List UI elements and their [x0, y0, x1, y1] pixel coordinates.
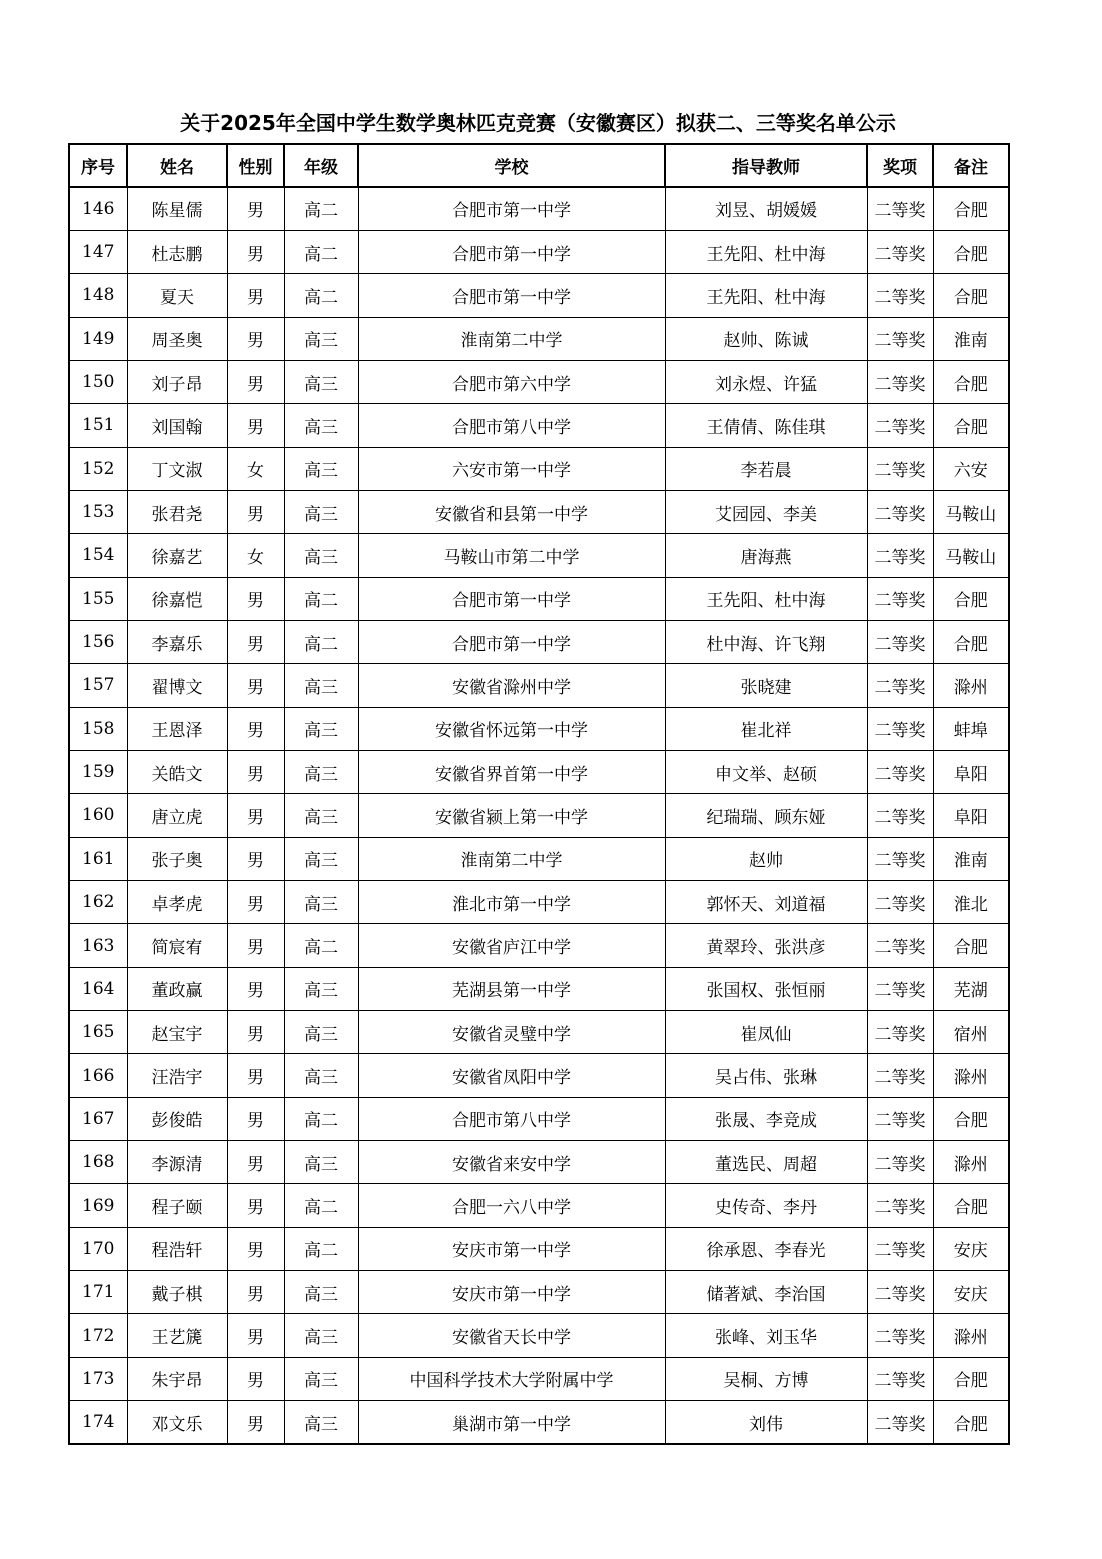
remark-cell: 合肥 — [933, 274, 1009, 317]
table-row — [69, 1054, 1009, 1097]
table-row — [69, 1141, 1009, 1184]
header-grade: 年级 — [284, 144, 358, 187]
gender-cell: 男 — [227, 1097, 284, 1140]
serial-cell: 173 — [69, 1357, 127, 1400]
serial-cell: 163 — [69, 924, 127, 967]
school-cell: 安徽省来安中学 — [358, 1141, 665, 1184]
grade-cell: 高三 — [284, 794, 358, 837]
award-cell: 二等奖 — [867, 534, 933, 577]
award-cell: 二等奖 — [867, 317, 933, 360]
teacher-cell: 刘伟 — [665, 1401, 867, 1444]
name-cell: 唐立虎 — [127, 794, 227, 837]
gender-cell: 男 — [227, 1271, 284, 1314]
name-cell: 卓孝虎 — [127, 881, 227, 924]
grade-cell: 高三 — [284, 1271, 358, 1314]
header-serial: 序号 — [69, 144, 127, 187]
name-cell: 王恩泽 — [127, 707, 227, 750]
award-cell: 二等奖 — [867, 447, 933, 490]
teacher-cell: 张晓建 — [665, 664, 867, 707]
table-row — [69, 1271, 1009, 1314]
school-cell: 安徽省和县第一中学 — [358, 490, 665, 533]
table-row — [69, 1011, 1009, 1054]
grade-cell: 高三 — [284, 967, 358, 1010]
teacher-cell: 刘永煜、许猛 — [665, 360, 867, 403]
name-cell: 彭俊皓 — [127, 1097, 227, 1140]
school-cell: 安庆市第一中学 — [358, 1227, 665, 1270]
award-cell: 二等奖 — [867, 1097, 933, 1140]
serial-cell: 169 — [69, 1184, 127, 1227]
serial-cell: 171 — [69, 1271, 127, 1314]
school-cell: 安徽省凤阳中学 — [358, 1054, 665, 1097]
teacher-cell: 申文举、赵硕 — [665, 750, 867, 793]
award-cell: 二等奖 — [867, 837, 933, 880]
name-cell: 程子颐 — [127, 1184, 227, 1227]
table-row — [69, 274, 1009, 317]
name-cell: 徐嘉艺 — [127, 534, 227, 577]
award-cell: 二等奖 — [867, 1141, 933, 1184]
teacher-cell: 唐海燕 — [665, 534, 867, 577]
gender-cell: 男 — [227, 1314, 284, 1357]
table-row — [69, 664, 1009, 707]
award-cell: 二等奖 — [867, 274, 933, 317]
grade-cell: 高三 — [284, 1141, 358, 1184]
school-cell: 合肥市第一中学 — [358, 577, 665, 620]
name-cell: 杜志鹏 — [127, 230, 227, 273]
award-cell: 二等奖 — [867, 707, 933, 750]
school-cell: 中国科学技术大学附属中学 — [358, 1357, 665, 1400]
header-award: 奖项 — [867, 144, 933, 187]
award-cell: 二等奖 — [867, 794, 933, 837]
gender-cell: 男 — [227, 577, 284, 620]
serial-cell: 166 — [69, 1054, 127, 1097]
award-cell: 二等奖 — [867, 881, 933, 924]
school-cell: 安徽省天长中学 — [358, 1314, 665, 1357]
name-cell: 李源清 — [127, 1141, 227, 1184]
grade-cell: 高三 — [284, 404, 358, 447]
remark-cell: 安庆 — [933, 1271, 1009, 1314]
serial-cell: 167 — [69, 1097, 127, 1140]
award-cell: 二等奖 — [867, 967, 933, 1010]
serial-cell: 150 — [69, 360, 127, 403]
table-row — [69, 187, 1009, 230]
grade-cell: 高二 — [284, 1184, 358, 1227]
teacher-cell: 黄翠玲、张洪彦 — [665, 924, 867, 967]
teacher-cell: 张晟、李竞成 — [665, 1097, 867, 1140]
gender-cell: 男 — [227, 924, 284, 967]
remark-cell: 合肥 — [933, 1401, 1009, 1444]
serial-cell: 146 — [69, 187, 127, 230]
table-row — [69, 534, 1009, 577]
remark-cell: 阜阳 — [933, 794, 1009, 837]
gender-cell: 男 — [227, 360, 284, 403]
name-cell: 张子奥 — [127, 837, 227, 880]
remark-cell: 宿州 — [933, 1011, 1009, 1054]
table-row — [69, 317, 1009, 360]
table-row — [69, 1357, 1009, 1400]
grade-cell: 高三 — [284, 360, 358, 403]
remark-cell: 合肥 — [933, 1357, 1009, 1400]
grade-cell: 高三 — [284, 1314, 358, 1357]
name-cell: 程浩轩 — [127, 1227, 227, 1270]
serial-cell: 161 — [69, 837, 127, 880]
award-cell: 二等奖 — [867, 1054, 933, 1097]
serial-cell: 147 — [69, 230, 127, 273]
name-cell: 朱宇昂 — [127, 1357, 227, 1400]
serial-cell: 154 — [69, 534, 127, 577]
header-name: 姓名 — [127, 144, 227, 187]
name-cell: 徐嘉恺 — [127, 577, 227, 620]
teacher-cell: 赵帅 — [665, 837, 867, 880]
remark-cell: 滁州 — [933, 1314, 1009, 1357]
serial-cell: 148 — [69, 274, 127, 317]
award-cell: 二等奖 — [867, 404, 933, 447]
name-cell: 刘子昂 — [127, 360, 227, 403]
serial-cell: 159 — [69, 750, 127, 793]
award-cell: 二等奖 — [867, 1357, 933, 1400]
award-cell: 二等奖 — [867, 620, 933, 663]
remark-cell: 合肥 — [933, 187, 1009, 230]
name-cell: 周圣奥 — [127, 317, 227, 360]
name-cell: 翟博文 — [127, 664, 227, 707]
name-cell: 刘国翰 — [127, 404, 227, 447]
name-cell: 陈星儒 — [127, 187, 227, 230]
school-cell: 安庆市第一中学 — [358, 1271, 665, 1314]
name-cell: 戴子棋 — [127, 1271, 227, 1314]
school-cell: 合肥市第一中学 — [358, 187, 665, 230]
school-cell: 马鞍山市第二中学 — [358, 534, 665, 577]
school-cell: 合肥市第八中学 — [358, 1097, 665, 1140]
school-cell: 淮南第二中学 — [358, 837, 665, 880]
serial-cell: 149 — [69, 317, 127, 360]
grade-cell: 高三 — [284, 750, 358, 793]
school-cell: 安徽省灵璧中学 — [358, 1011, 665, 1054]
gender-cell: 男 — [227, 1011, 284, 1054]
grade-cell: 高三 — [284, 837, 358, 880]
school-cell: 安徽省颍上第一中学 — [358, 794, 665, 837]
name-cell: 李嘉乐 — [127, 620, 227, 663]
teacher-cell: 崔北祥 — [665, 707, 867, 750]
serial-cell: 160 — [69, 794, 127, 837]
name-cell: 张君尧 — [127, 490, 227, 533]
remark-cell: 马鞍山 — [933, 490, 1009, 533]
school-cell: 淮北市第一中学 — [358, 881, 665, 924]
award-cell: 二等奖 — [867, 1401, 933, 1444]
table-row — [69, 794, 1009, 837]
name-cell: 丁文淑 — [127, 447, 227, 490]
award-cell: 二等奖 — [867, 577, 933, 620]
teacher-cell: 吴桐、方博 — [665, 1357, 867, 1400]
award-cell: 二等奖 — [867, 1271, 933, 1314]
table-row — [69, 577, 1009, 620]
remark-cell: 滁州 — [933, 1054, 1009, 1097]
table-row — [69, 360, 1009, 403]
table-row — [69, 1401, 1009, 1444]
serial-cell: 152 — [69, 447, 127, 490]
page-title: 关于2025年全国中学生数学奥林匹克竞赛（安徽赛区）拟获二、三等奖名单公示 — [180, 111, 896, 135]
serial-cell: 174 — [69, 1401, 127, 1444]
award-cell: 二等奖 — [867, 230, 933, 273]
school-cell: 六安市第一中学 — [358, 447, 665, 490]
grade-cell: 高三 — [284, 534, 358, 577]
serial-cell: 165 — [69, 1011, 127, 1054]
grade-cell: 高三 — [284, 1054, 358, 1097]
gender-cell: 男 — [227, 274, 284, 317]
name-cell: 关皓文 — [127, 750, 227, 793]
header-school: 学校 — [358, 144, 665, 187]
school-cell: 合肥市第一中学 — [358, 274, 665, 317]
remark-cell: 合肥 — [933, 404, 1009, 447]
award-cell: 二等奖 — [867, 1011, 933, 1054]
grade-cell: 高二 — [284, 1097, 358, 1140]
school-cell: 淮南第二中学 — [358, 317, 665, 360]
grade-cell: 高三 — [284, 707, 358, 750]
grade-cell: 高三 — [284, 1011, 358, 1054]
remark-cell: 淮南 — [933, 317, 1009, 360]
table-row — [69, 750, 1009, 793]
grade-cell: 高三 — [284, 664, 358, 707]
teacher-cell: 王先阳、杜中海 — [665, 230, 867, 273]
gender-cell: 男 — [227, 794, 284, 837]
school-cell: 安徽省怀远第一中学 — [358, 707, 665, 750]
teacher-cell: 刘昱、胡媛媛 — [665, 187, 867, 230]
teacher-cell: 储著斌、李治国 — [665, 1271, 867, 1314]
gender-cell: 女 — [227, 534, 284, 577]
remark-cell: 滁州 — [933, 1141, 1009, 1184]
serial-cell: 168 — [69, 1141, 127, 1184]
award-cell: 二等奖 — [867, 1184, 933, 1227]
teacher-cell: 张国权、张恒丽 — [665, 967, 867, 1010]
remark-cell: 阜阳 — [933, 750, 1009, 793]
school-cell: 合肥市第六中学 — [358, 360, 665, 403]
teacher-cell: 纪瑞瑞、顾东娅 — [665, 794, 867, 837]
remark-cell: 六安 — [933, 447, 1009, 490]
remark-cell: 淮北 — [933, 881, 1009, 924]
gender-cell: 男 — [227, 1054, 284, 1097]
teacher-cell: 史传奇、李丹 — [665, 1184, 867, 1227]
school-cell: 巢湖市第一中学 — [358, 1401, 665, 1444]
gender-cell: 女 — [227, 447, 284, 490]
table-row — [69, 924, 1009, 967]
name-cell: 简宸宥 — [127, 924, 227, 967]
grade-cell: 高二 — [284, 924, 358, 967]
serial-cell: 172 — [69, 1314, 127, 1357]
teacher-cell: 赵帅、陈诚 — [665, 317, 867, 360]
serial-cell: 151 — [69, 404, 127, 447]
school-cell: 芜湖县第一中学 — [358, 967, 665, 1010]
remark-cell: 合肥 — [933, 577, 1009, 620]
grade-cell: 高二 — [284, 577, 358, 620]
award-cell: 二等奖 — [867, 360, 933, 403]
award-cell: 二等奖 — [867, 490, 933, 533]
teacher-cell: 董选民、周超 — [665, 1141, 867, 1184]
remark-cell: 合肥 — [933, 620, 1009, 663]
grade-cell: 高二 — [284, 187, 358, 230]
header-remark: 备注 — [933, 144, 1009, 187]
grade-cell: 高二 — [284, 620, 358, 663]
serial-cell: 158 — [69, 707, 127, 750]
serial-cell: 157 — [69, 664, 127, 707]
award-cell: 二等奖 — [867, 187, 933, 230]
table-body — [69, 187, 1009, 1444]
gender-cell: 男 — [227, 1227, 284, 1270]
remark-cell: 合肥 — [933, 1097, 1009, 1140]
table-row — [69, 1314, 1009, 1357]
table-row — [69, 447, 1009, 490]
serial-cell: 162 — [69, 881, 127, 924]
school-cell: 合肥一六八中学 — [358, 1184, 665, 1227]
teacher-cell: 徐承恩、李春光 — [665, 1227, 867, 1270]
header-gender: 性别 — [227, 144, 284, 187]
remark-cell: 淮南 — [933, 837, 1009, 880]
teacher-cell: 张峰、刘玉华 — [665, 1314, 867, 1357]
gender-cell: 男 — [227, 187, 284, 230]
award-cell: 二等奖 — [867, 750, 933, 793]
grade-cell: 高三 — [284, 447, 358, 490]
school-cell: 合肥市第八中学 — [358, 404, 665, 447]
table-row — [69, 837, 1009, 880]
teacher-cell: 艾园园、李美 — [665, 490, 867, 533]
gender-cell: 男 — [227, 620, 284, 663]
table-row — [69, 404, 1009, 447]
grade-cell: 高三 — [284, 490, 358, 533]
serial-cell: 156 — [69, 620, 127, 663]
gender-cell: 男 — [227, 230, 284, 273]
table-row — [69, 967, 1009, 1010]
school-cell: 合肥市第一中学 — [358, 620, 665, 663]
gender-cell: 男 — [227, 1141, 284, 1184]
name-cell: 汪浩宇 — [127, 1054, 227, 1097]
remark-cell: 滁州 — [933, 664, 1009, 707]
table-row — [69, 881, 1009, 924]
grade-cell: 高三 — [284, 317, 358, 360]
serial-cell: 153 — [69, 490, 127, 533]
teacher-cell: 郭怀天、刘道福 — [665, 881, 867, 924]
header-teacher: 指导教师 — [665, 144, 867, 187]
teacher-cell: 王倩倩、陈佳琪 — [665, 404, 867, 447]
remark-cell: 合肥 — [933, 230, 1009, 273]
school-cell: 安徽省滁州中学 — [358, 664, 665, 707]
serial-cell: 170 — [69, 1227, 127, 1270]
gender-cell: 男 — [227, 490, 284, 533]
grade-cell: 高二 — [284, 230, 358, 273]
table-row — [69, 707, 1009, 750]
teacher-cell: 吴占伟、张琳 — [665, 1054, 867, 1097]
gender-cell: 男 — [227, 317, 284, 360]
grade-cell: 高三 — [284, 1357, 358, 1400]
grade-cell: 高三 — [284, 881, 358, 924]
grade-cell: 高三 — [284, 1401, 358, 1444]
award-cell: 二等奖 — [867, 664, 933, 707]
table-row — [69, 1097, 1009, 1140]
gender-cell: 男 — [227, 881, 284, 924]
gender-cell: 男 — [227, 1401, 284, 1444]
award-table — [68, 143, 1010, 1445]
gender-cell: 男 — [227, 404, 284, 447]
award-cell: 二等奖 — [867, 924, 933, 967]
table-header-row — [69, 144, 1009, 187]
school-cell: 安徽省庐江中学 — [358, 924, 665, 967]
grade-cell: 高二 — [284, 274, 358, 317]
serial-cell: 164 — [69, 967, 127, 1010]
name-cell: 董政赢 — [127, 967, 227, 1010]
gender-cell: 男 — [227, 967, 284, 1010]
gender-cell: 男 — [227, 1184, 284, 1227]
award-cell: 二等奖 — [867, 1227, 933, 1270]
teacher-cell: 李若晨 — [665, 447, 867, 490]
remark-cell: 马鞍山 — [933, 534, 1009, 577]
remark-cell: 芜湖 — [933, 967, 1009, 1010]
name-cell: 夏天 — [127, 274, 227, 317]
remark-cell: 合肥 — [933, 924, 1009, 967]
teacher-cell: 杜中海、许飞翔 — [665, 620, 867, 663]
table-row — [69, 490, 1009, 533]
name-cell: 王艺篪 — [127, 1314, 227, 1357]
school-cell: 安徽省界首第一中学 — [358, 750, 665, 793]
school-cell: 合肥市第一中学 — [358, 230, 665, 273]
remark-cell: 合肥 — [933, 360, 1009, 403]
award-cell: 二等奖 — [867, 1314, 933, 1357]
table-row — [69, 620, 1009, 663]
gender-cell: 男 — [227, 664, 284, 707]
table-row — [69, 230, 1009, 273]
name-cell: 赵宝宇 — [127, 1011, 227, 1054]
table-row — [69, 1184, 1009, 1227]
gender-cell: 男 — [227, 750, 284, 793]
remark-cell: 蚌埠 — [933, 707, 1009, 750]
remark-cell: 安庆 — [933, 1227, 1009, 1270]
remark-cell: 合肥 — [933, 1184, 1009, 1227]
table-row — [69, 1227, 1009, 1270]
name-cell: 邓文乐 — [127, 1401, 227, 1444]
grade-cell: 高二 — [284, 1227, 358, 1270]
teacher-cell: 王先阳、杜中海 — [665, 274, 867, 317]
teacher-cell: 王先阳、杜中海 — [665, 577, 867, 620]
gender-cell: 男 — [227, 707, 284, 750]
gender-cell: 男 — [227, 1357, 284, 1400]
gender-cell: 男 — [227, 837, 284, 880]
serial-cell: 155 — [69, 577, 127, 620]
teacher-cell: 崔凤仙 — [665, 1011, 867, 1054]
